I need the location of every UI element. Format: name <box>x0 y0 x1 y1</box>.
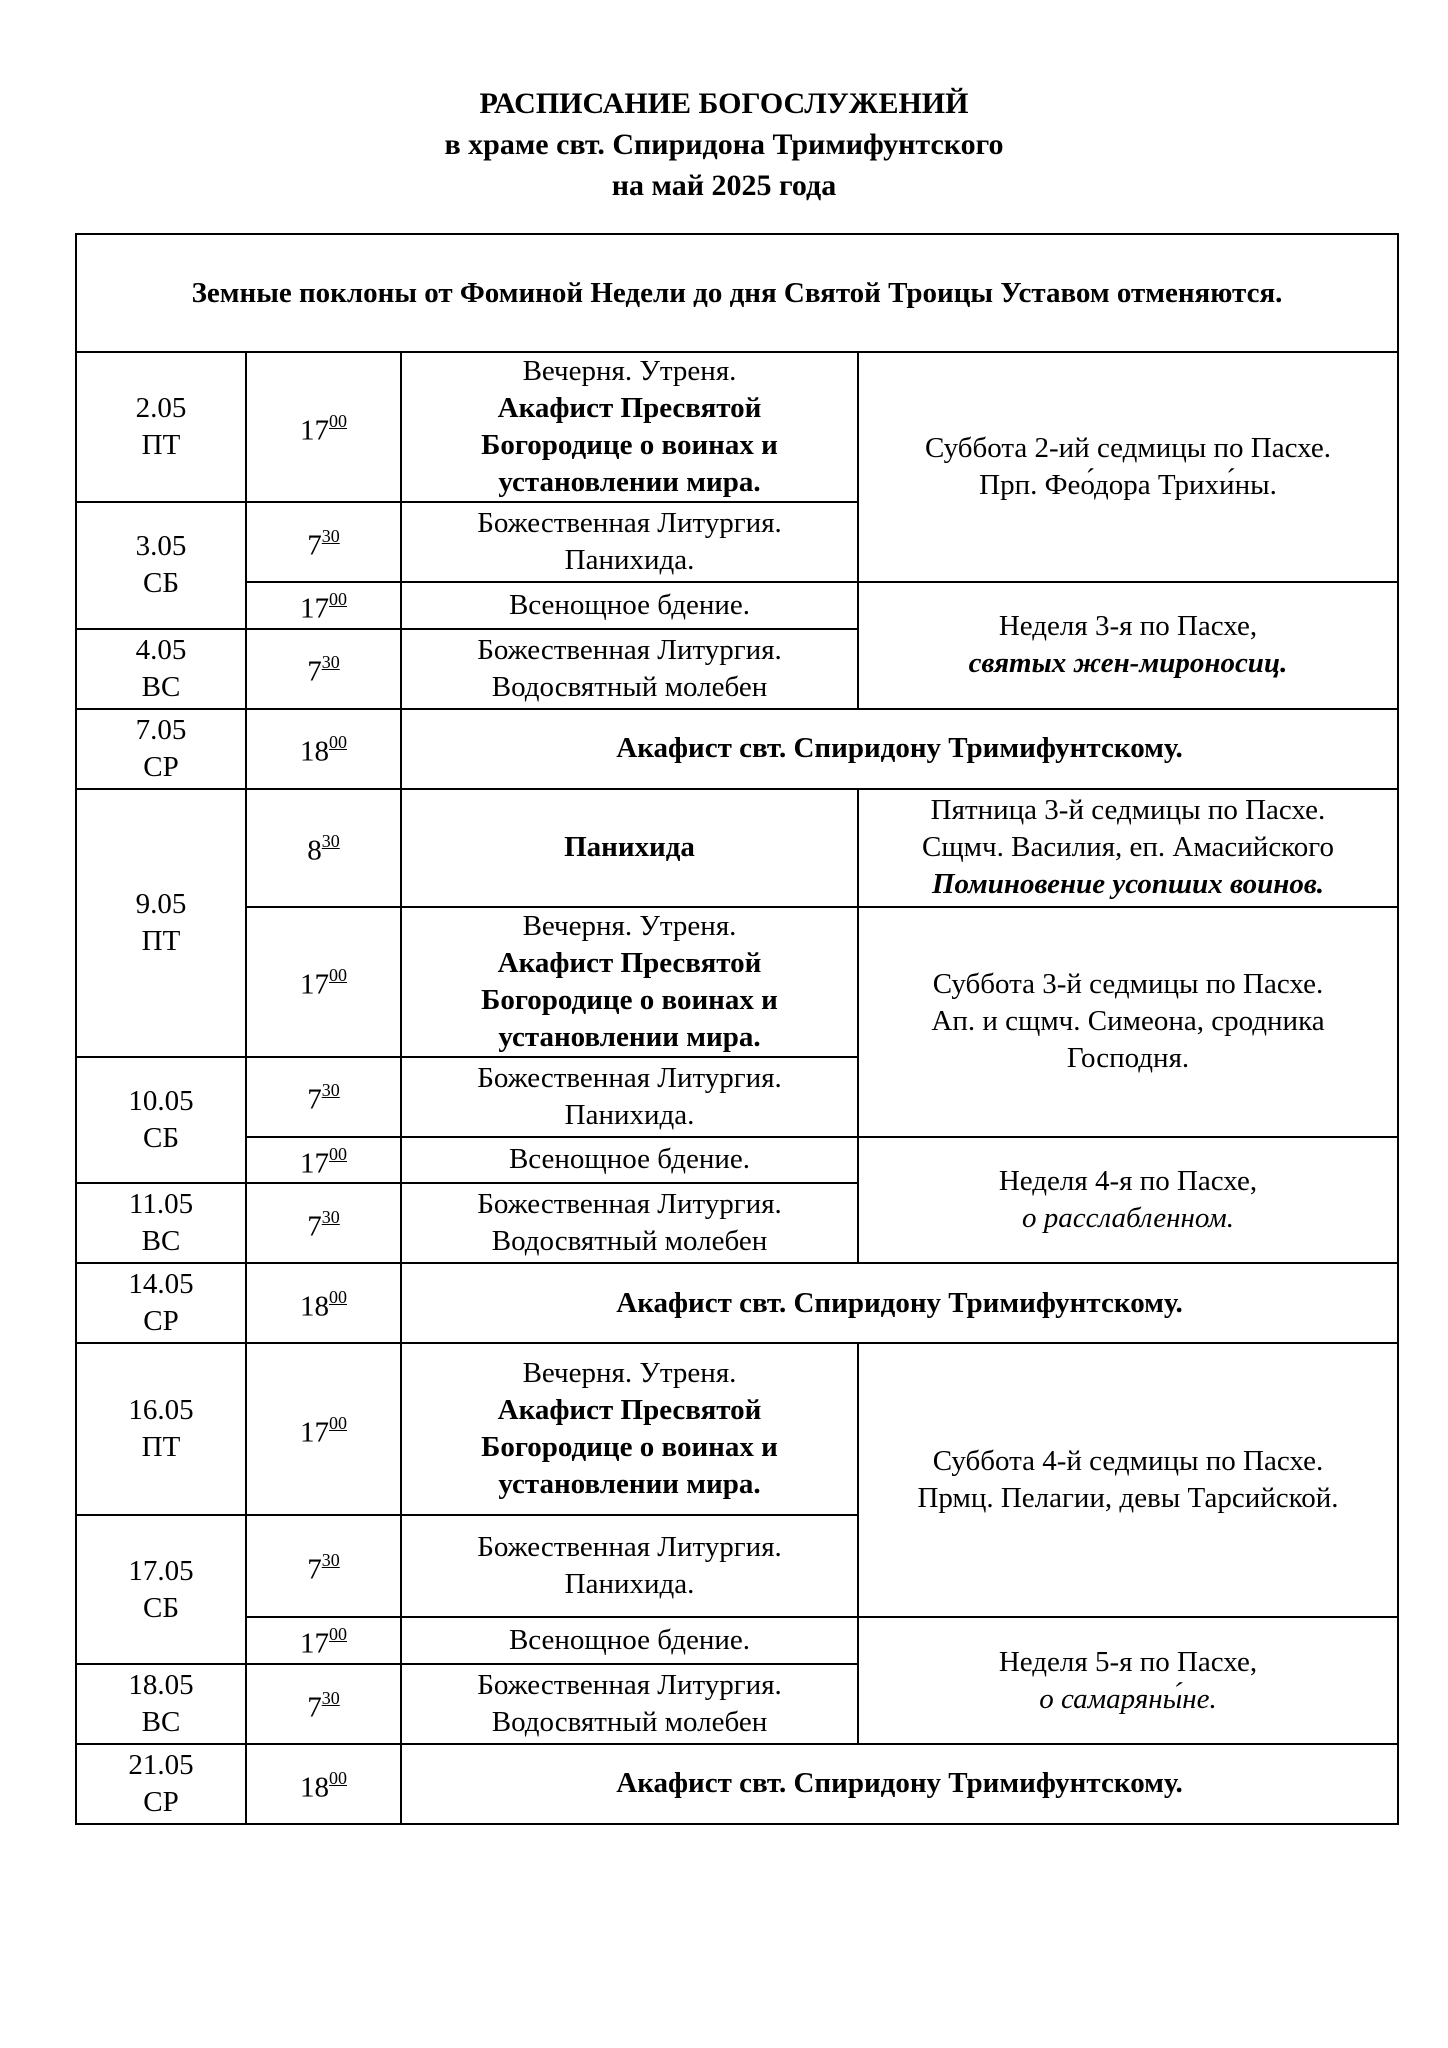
table-row <box>76 352 1398 502</box>
date-cell: 3.05 СБ <box>76 502 246 629</box>
date-cell: 4.05 ВС <box>76 629 246 709</box>
time-cell: $17^{00}$ <box>246 582 401 629</box>
time-cell: $7^{30}$ <box>246 629 401 709</box>
schedule-table <box>75 233 1399 1825</box>
time-cell: $18^{00}$ <box>246 709 401 789</box>
feast-cell: Пятница 3-й седмицы по Пасхе. Сщмч. Василия, еп. Амасийского Поминовение усопших воинов. <box>858 789 1398 907</box>
table-row <box>76 582 1398 629</box>
service-cell: Божественная Литургия. Водосвятный молебен <box>401 629 858 709</box>
page-title: РАСПИСАНИЕ БОГОСЛУЖЕНИЙ <box>479 87 969 120</box>
time-cell: $7^{30}$ <box>246 1057 401 1137</box>
date-cell: 17.05 СБ <box>76 1515 246 1664</box>
table-row <box>76 709 1398 789</box>
service-cell: Панихида <box>401 789 858 907</box>
church-name: в храме свт. Спиридона Тримифунтского <box>444 128 1004 161</box>
service-cell: Акафист свт. Спиридону Тримифунтскому. <box>401 709 1398 789</box>
service-cell: Божественная Литургия. Панихида. <box>401 502 858 582</box>
service-cell: Всенощное бдение. <box>401 1617 858 1664</box>
feast-cell: Неделя 5-я по Пасхе, о самаряны́не. <box>858 1617 1398 1744</box>
service-cell: Вечерня. Утреня. Акафист Пресвятой Богородице о воинах и установлении мира. <box>401 352 858 502</box>
time-cell: $7^{30}$ <box>246 502 401 582</box>
time-cell: $8^{30}$ <box>246 789 401 907</box>
table-row <box>76 907 1398 1057</box>
time-cell: $17^{00}$ <box>246 1343 401 1515</box>
service-cell: Вечерня. Утреня. Акафист Пресвятой Богородице о воинах и установлении мира. <box>401 907 858 1057</box>
service-cell: Божественная Литургия. Водосвятный молебен <box>401 1664 858 1744</box>
service-cell: Божественная Литургия. Панихида. <box>401 1515 858 1617</box>
feast-cell: Суббота 3-й седмицы по Пасхе. Ап. и сщмч. Симеона, сродника Господня. <box>858 907 1398 1137</box>
time-cell: $18^{00}$ <box>246 1263 401 1343</box>
date-cell: 7.05 СР <box>76 709 246 789</box>
service-cell: Всенощное бдение. <box>401 582 858 629</box>
table-row <box>76 1744 1398 1824</box>
schedule-month: на май 2025 года <box>611 169 837 202</box>
time-cell: $7^{30}$ <box>246 1664 401 1744</box>
time-cell: $17^{00}$ <box>246 907 401 1057</box>
notice-text: Земные поклоны от Фоминой Недели до дня Святой Троицы Уставом отменяются. <box>76 234 1398 352</box>
table-row <box>76 1137 1398 1184</box>
service-cell: Акафист свт. Спиридону Тримифунтскому. <box>401 1263 1398 1343</box>
date-cell: 10.05 СБ <box>76 1057 246 1184</box>
date-cell: 18.05 ВС <box>76 1664 246 1744</box>
date-cell: 21.05 СР <box>76 1744 246 1824</box>
service-cell: Вечерня. Утреня. Акафист Пресвятой Богородице о воинах и установлении мира. <box>401 1343 858 1515</box>
date-cell: 11.05 ВС <box>76 1183 246 1263</box>
time-cell: $7^{30}$ <box>246 1183 401 1263</box>
service-cell: Божественная Литургия. Водосвятный молебен <box>401 1183 858 1263</box>
date-cell: 14.05 СР <box>76 1263 246 1343</box>
feast-cell: Суббота 4-й седмицы по Пасхе. Прмц. Пелагии, девы Тарсийской. <box>858 1343 1398 1617</box>
time-cell: $17^{00}$ <box>246 1137 401 1184</box>
table-row <box>76 1343 1398 1515</box>
time-cell: $17^{00}$ <box>246 352 401 502</box>
notice-row <box>76 234 1398 352</box>
feast-cell: Неделя 3-я по Пасхе, святых жен-мироносиц. <box>858 582 1398 709</box>
date-cell: 2.05 ПТ <box>76 352 246 502</box>
table-row <box>76 1617 1398 1664</box>
service-cell: Божественная Литургия. Панихида. <box>401 1057 858 1137</box>
table-row <box>76 1263 1398 1343</box>
time-cell: $18^{00}$ <box>246 1744 401 1824</box>
service-cell: Акафист свт. Спиридону Тримифунтскому. <box>401 1744 1398 1824</box>
date-cell: 16.05 ПТ <box>76 1343 246 1515</box>
time-cell: $7^{30}$ <box>246 1515 401 1617</box>
service-cell: Всенощное бдение. <box>401 1137 858 1184</box>
date-cell: 9.05 ПТ <box>76 789 246 1057</box>
time-cell: $17^{00}$ <box>246 1617 401 1664</box>
feast-cell: Неделя 4-я по Пасхе, о расслабленном. <box>858 1137 1398 1264</box>
table-row <box>76 789 1398 907</box>
feast-cell: Суббота 2-ий седмицы по Пасхе. Прп. Фео́дора Трихи́ны. <box>858 352 1398 582</box>
